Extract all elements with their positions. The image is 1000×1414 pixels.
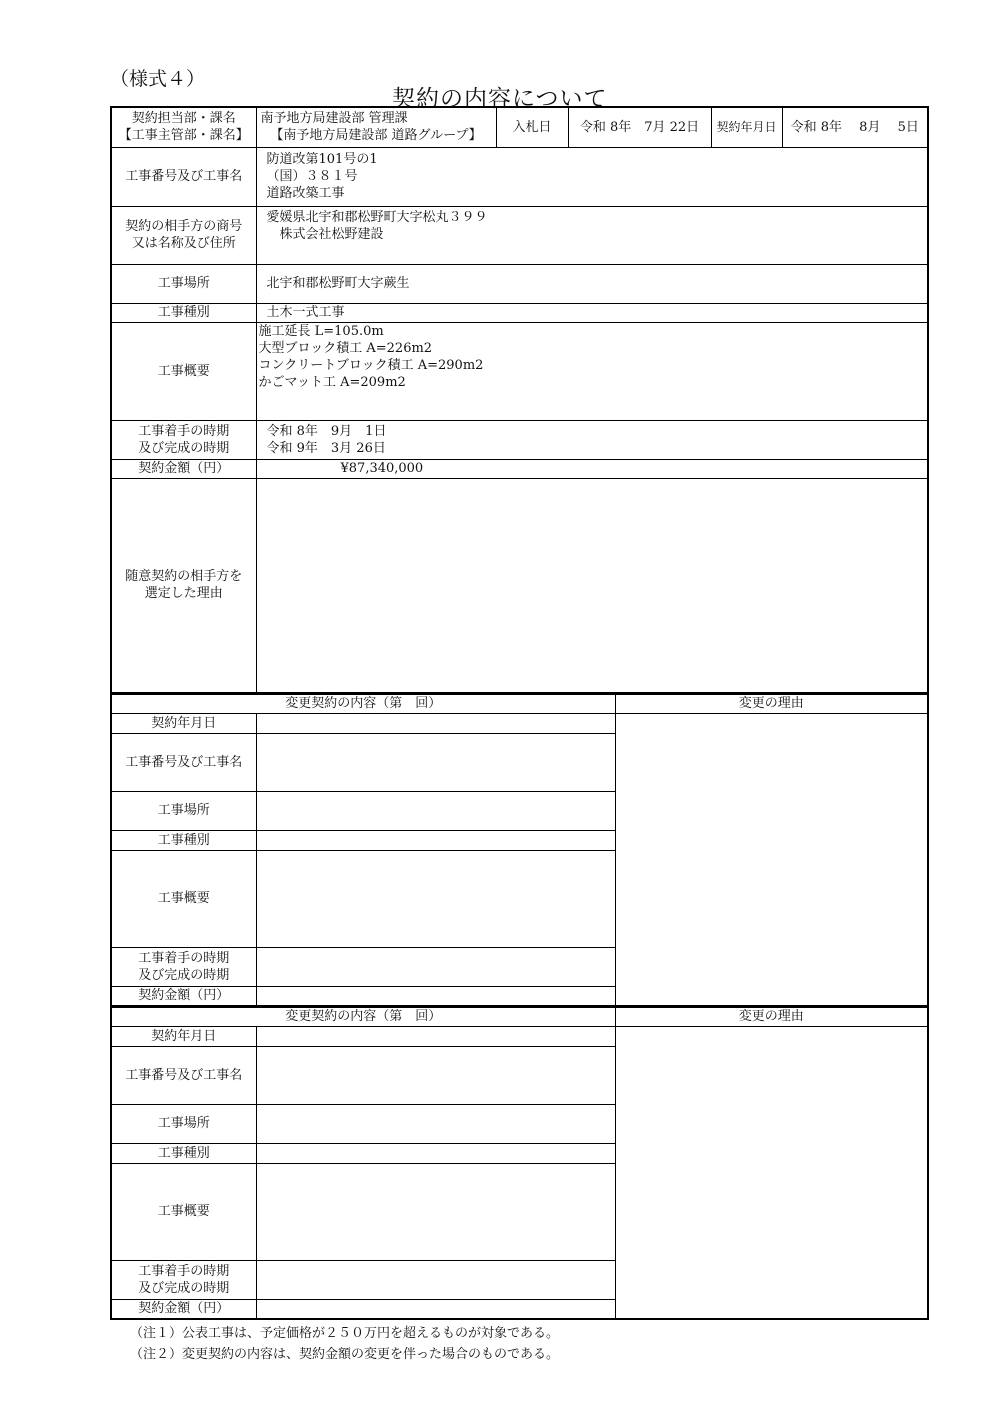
summary-line-2: 大型ブロック積工 A=226m2 bbox=[258, 340, 433, 356]
change-header: 変更契約の内容（第 回） bbox=[111, 694, 615, 713]
header-row bbox=[111, 107, 928, 147]
reason-row bbox=[111, 478, 928, 693]
reason-value bbox=[256, 478, 928, 693]
change-work-number-value bbox=[256, 733, 615, 791]
change-summary-label: 工事概要 bbox=[111, 850, 256, 947]
change-contract-table-1 bbox=[110, 693, 929, 1007]
work-number-line-3: 道路改築工事 bbox=[266, 186, 345, 201]
change-amount-value bbox=[256, 1299, 615, 1319]
partner-value bbox=[256, 206, 928, 264]
change-location-label: 工事場所 bbox=[111, 1104, 256, 1143]
change-contract-table-2 bbox=[110, 1006, 929, 1320]
change-location-label: 工事場所 bbox=[111, 791, 256, 830]
period-value bbox=[256, 420, 928, 459]
partner-line-2: 株式会社松野建設 bbox=[266, 226, 384, 242]
partner-label-2: 又は名称及び住所 bbox=[131, 236, 236, 251]
amount-label: 契約金額（円） bbox=[111, 459, 256, 478]
change-type-value bbox=[256, 1143, 615, 1163]
change-reason-value bbox=[615, 713, 928, 1006]
change-summary-value bbox=[256, 850, 615, 947]
amount-row bbox=[111, 459, 928, 478]
contract-date-value: 令和 8年 8月 5日 bbox=[782, 107, 928, 147]
contract-date-label: 契約年月日 bbox=[711, 107, 782, 147]
summary-label: 工事概要 bbox=[111, 322, 256, 420]
summary-line-4: かごマット工 A=209m2 bbox=[258, 374, 406, 390]
period-start: 令和 8年 9月 1日 bbox=[266, 423, 387, 439]
change-period-label-2: 及び完成の時期 bbox=[138, 967, 230, 983]
work-number-line-1: 防道改第101号の1 bbox=[266, 152, 378, 167]
page-title: 契約の内容について bbox=[392, 86, 608, 112]
summary-line-1: 施工延長 L=105.0m bbox=[258, 323, 384, 339]
change-contract-date-value bbox=[256, 1026, 615, 1046]
change-work-number-value bbox=[256, 1046, 615, 1104]
type-value: 土木一式工事 bbox=[256, 303, 928, 322]
change-contract-date-label: 契約年月日 bbox=[111, 713, 256, 733]
change-work-number-label: 工事番号及び工事名 bbox=[111, 733, 256, 791]
change-summary-label: 工事概要 bbox=[111, 1163, 256, 1260]
reason-label-2: 選定した理由 bbox=[144, 586, 223, 602]
change-period-value bbox=[256, 1260, 615, 1299]
change-period-label bbox=[111, 1260, 256, 1299]
dept-label-cell bbox=[111, 107, 256, 147]
change-reason-header: 変更の理由 bbox=[615, 1007, 928, 1026]
change-amount-value bbox=[256, 986, 615, 1006]
partner-line-1: 愛媛県北宇和郡松野町大字松丸３９９ bbox=[266, 209, 488, 225]
summary-value bbox=[256, 322, 928, 420]
location-row bbox=[111, 264, 928, 303]
summary-row bbox=[111, 322, 928, 420]
partner-row bbox=[111, 206, 928, 264]
change-period-value bbox=[256, 947, 615, 986]
change-period-label bbox=[111, 947, 256, 986]
reason-label bbox=[111, 478, 256, 693]
reason-label-1: 随意契約の相手方を bbox=[125, 569, 243, 585]
period-label bbox=[111, 420, 256, 459]
type-row bbox=[111, 303, 928, 322]
period-row bbox=[111, 420, 928, 459]
change-work-number-label: 工事番号及び工事名 bbox=[111, 1046, 256, 1104]
change-contract-date-label: 契約年月日 bbox=[111, 1026, 256, 1046]
change-header: 変更契約の内容（第 回） bbox=[111, 1007, 615, 1026]
change-location-value bbox=[256, 791, 615, 830]
dept-value-2: 【南予地方局建設部 道路グループ】 bbox=[270, 128, 482, 144]
work-number-value bbox=[256, 147, 928, 206]
dept-label-1: 契約担当部・課名 bbox=[131, 111, 236, 127]
amount-value: ¥87,340,000 bbox=[256, 459, 928, 478]
work-number-label: 工事番号及び工事名 bbox=[111, 147, 256, 206]
change-reason-header: 変更の理由 bbox=[615, 694, 928, 713]
change-period-label-1: 工事着手の時期 bbox=[138, 1263, 230, 1279]
change-period-label-1: 工事着手の時期 bbox=[138, 950, 230, 966]
change-amount-label: 契約金額（円） bbox=[111, 1299, 256, 1319]
form-number: （様式４） bbox=[110, 68, 206, 90]
type-label: 工事種別 bbox=[111, 303, 256, 322]
change-location-value bbox=[256, 1104, 615, 1143]
work-number-line-2: （国）３８１号 bbox=[266, 169, 358, 184]
dept-label-2: 【工事主管部・課名】 bbox=[118, 128, 249, 144]
change-contract-date-value bbox=[256, 713, 615, 733]
change-summary-value bbox=[256, 1163, 615, 1260]
change-period-label-2: 及び完成の時期 bbox=[138, 1280, 230, 1296]
dept-value-1: 南予地方局建設部 管理課 bbox=[260, 111, 408, 127]
change-amount-label: 契約金額（円） bbox=[111, 986, 256, 1006]
bid-date-label: 入札日 bbox=[496, 107, 568, 147]
dept-value-cell bbox=[256, 107, 496, 147]
location-value: 北宇和郡松野町大字蕨生 bbox=[256, 264, 928, 303]
change-type-label: 工事種別 bbox=[111, 830, 256, 850]
change-reason-value bbox=[615, 1026, 928, 1319]
change-type-value bbox=[256, 830, 615, 850]
note-2: （注２）変更契約の内容は、契約金額の変更を伴った場合のものである。 bbox=[130, 1347, 560, 1362]
period-label-1: 工事着手の時期 bbox=[138, 423, 230, 439]
partner-label bbox=[111, 206, 256, 264]
summary-line-3: コンクリートブロック積工 A=290m2 bbox=[258, 357, 484, 373]
work-number-row bbox=[111, 147, 928, 206]
bid-date-value: 令和 8年 7月 22日 bbox=[568, 107, 711, 147]
change-type-label: 工事種別 bbox=[111, 1143, 256, 1163]
period-end: 令和 9年 3月 26日 bbox=[266, 440, 386, 456]
note-1: （注１）公表工事は、予定価格が２５０万円を超えるものが対象である。 bbox=[130, 1326, 560, 1341]
location-label: 工事場所 bbox=[111, 264, 256, 303]
contract-table bbox=[110, 106, 929, 694]
period-label-2: 及び完成の時期 bbox=[138, 440, 230, 456]
partner-label-1: 契約の相手方の商号 bbox=[125, 219, 243, 234]
